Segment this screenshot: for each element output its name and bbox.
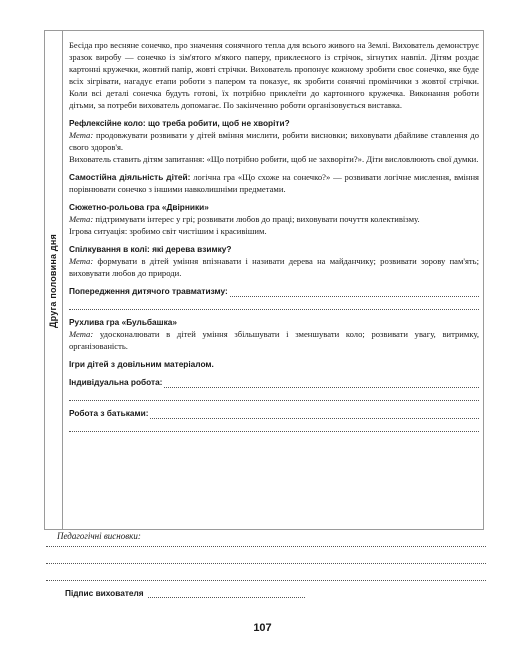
content-area [69,39,479,432]
conclusions-line-2[interactable] [46,563,486,564]
outdoor-goal [69,328,479,352]
outdoor-title: Рухлива гра «Бульбашка» [69,317,177,327]
individual-field[interactable] [69,376,479,388]
roleplay-goal [69,213,479,225]
roleplay-goal-label: Мета: [69,214,94,224]
parents-field[interactable] [69,407,479,419]
parents-label: Робота з батьками: [69,408,149,418]
roleplay-goal-text: підтримувати інтерес у грі; розвивати любов до праці; виховувати почуття колективізму. [93,214,420,224]
reflex-question: Вихователь ставить дітям запитання: «Що потрібно робити, щоб не захворіти?». Діти висловлюють свої думки. [69,154,479,164]
reflex-goal-label: Мета: [69,130,94,140]
circle-title: Спілкування в колі: які дерева взимку? [69,244,232,254]
trauma-dotted-line [230,287,479,297]
outdoor-goal-label: Мета: [69,329,94,339]
trauma-label: Попередження дитячого травматизму: [69,286,228,296]
reflex-title: Рефлексійне коло: що треба робити, щоб не хворіти? [69,118,290,128]
individual-dotted-line-2[interactable] [69,388,479,401]
side-column [45,31,63,529]
individual-label: Індивідуальна робота: [69,377,163,387]
individual-dotted-line [164,378,479,388]
parents-dotted-line [150,409,479,419]
independent-text: логічна гра «Що схоже на сонечко?» — розвивати логічне мислення, вміння порівнювати сонечко з іншими навколишніми предметами. [69,172,479,194]
free-play: Ігри дітей з довільним матеріалом. [69,359,214,369]
parents-dotted-line-2[interactable] [69,419,479,432]
reflex-goal [69,129,479,153]
roleplay-situation: Ігрова ситуація: зробимо світ чистішим і красивішим. [69,226,267,236]
trauma-dotted-line-2[interactable] [69,297,479,310]
independent-activity [69,171,479,195]
roleplay-title: Сюжетно-рольова гра «Двірники» [69,202,209,212]
signature-label: Підпис вихователя [65,588,144,598]
conclusions-line-3[interactable] [46,580,486,581]
circle-goal-label: Мета: [69,256,94,266]
independent-title: Самостійна діяльність дітей: [69,172,191,182]
plan-frame [44,30,484,530]
conclusions-line-1[interactable] [46,546,486,547]
trauma-field[interactable] [69,285,479,297]
circle-goal-text: формувати в дітей уміння впізнавати і називати дерева на майданчику; розвивати зорову пам'ять; виховувати любов до природи. [69,256,479,278]
intro-paragraph: Бесіда про весняне сонечко, про значення сонячного тепла для всього живого на Землі. Вихователь демонструє зразок виробу — сонечко із зім'ятого м'якого паперу, приклеєного із стрічок, зігнутих навпіл. Дітям роздає картонні кружечки, жовтий папір, жовті стрічки. Вихователь пропонує кожному зробити своє сонечко, яке буде всіх зігрівати, нагадує етапи роботи з папером та показує, як зробити сонячні промінчики з жовтої стрічки. Коли всі деталі сонечка будуть готові, їх потрібно приклеїти до картонного кружечка. Виконання роботи дітьми, за потреби вихователь допомагає. По закінченню роботи організовується виставка. [69,40,479,110]
signature-dotted-line [148,589,305,598]
outdoor-goal-text: удосконалювати в дітей уміння збільшувати і зменшувати коло; розвивати увагу, витримку, організованість. [69,329,479,351]
conclusions-label: Педагогічні висновки: [57,531,141,541]
page-number: 107 [253,622,272,634]
reflex-goal-text: продовжувати розвивати у дітей вміння мислити, робити висновки; виховувати дбайливе ставлення до свого здоров'я. [69,130,479,152]
circle-goal [69,255,479,279]
side-label: Друга половина дня [48,234,58,328]
signature-field[interactable] [65,588,305,598]
